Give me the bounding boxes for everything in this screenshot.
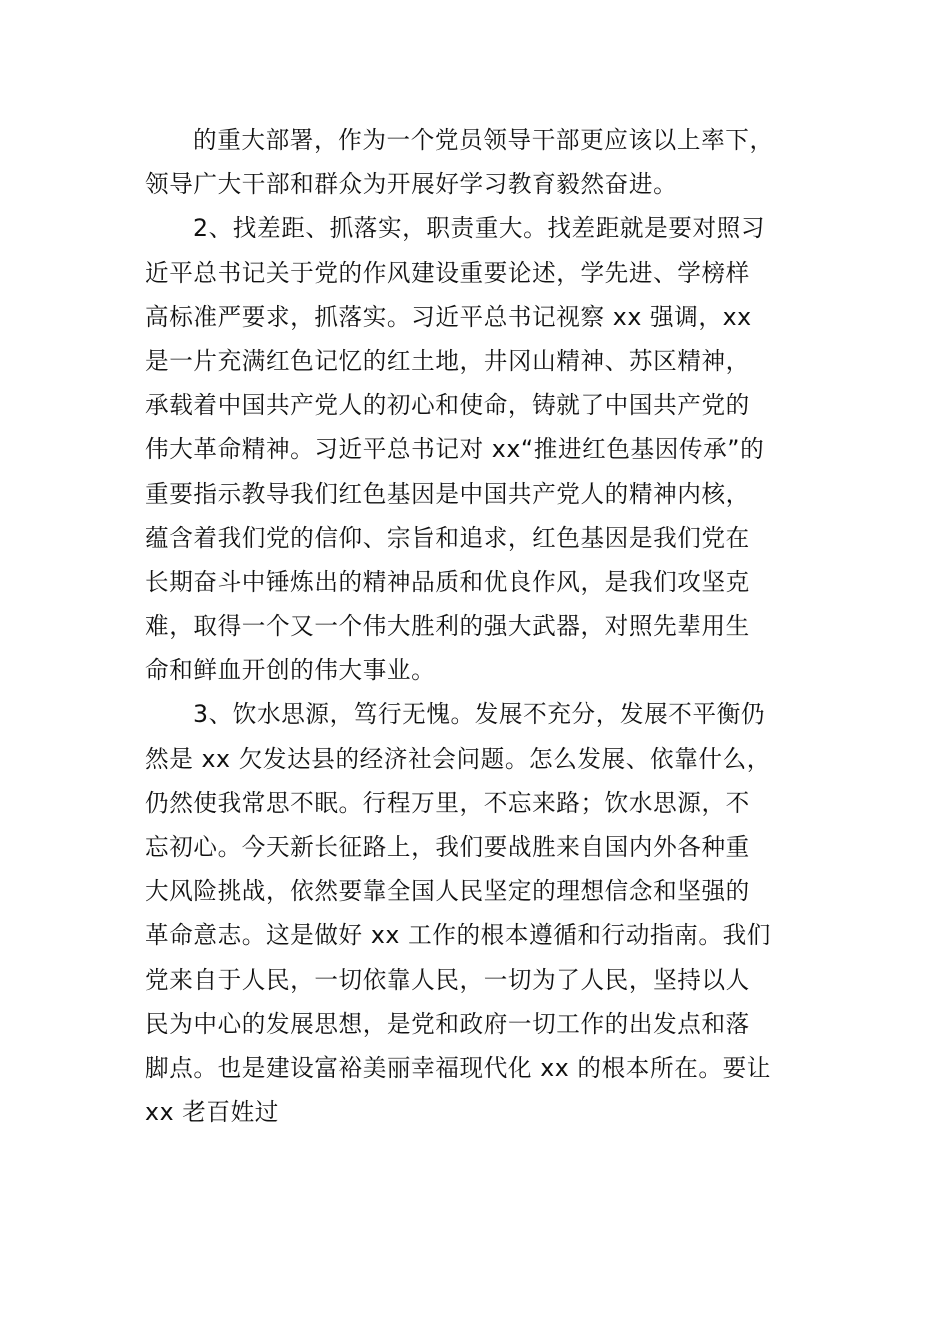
text-line: xx 老百姓过 — [145, 1098, 279, 1127]
text-line: 党来自于人民，一切依靠人民，一切为了人民，坚持以人 — [145, 965, 750, 994]
text-line: 大风险挑战，依然要靠全国人民坚定的理想信念和坚强的 — [145, 877, 750, 906]
text-line: 是一片充满红色记忆的红土地，井冈山精神、苏区精神， — [145, 346, 750, 375]
text-line: 革命意志。这是做好 xx 工作的根本遵循和行动指南。我们 — [145, 921, 771, 950]
paragraph-2-heading-line: 2、找差距、抓落实，职责重大。找差距就是要对照习 — [193, 214, 766, 243]
text-line: 承载着中国共产党人的初心和使命，铸就了中国共产党的 — [145, 391, 750, 420]
text-line: 蕴含着我们党的信仰、宗旨和追求，红色基因是我们党在 — [145, 523, 750, 552]
text-line: 的重大部署，作为一个党员领导干部更应该以上率下， — [193, 126, 774, 154]
text-line: 忘初心。今天新长征路上，我们要战胜来自国内外各种重 — [145, 833, 750, 861]
text-line: 然是 xx 欠发达县的经济社会问题。怎么发展、依靠什么， — [145, 744, 771, 773]
paragraph-3-heading-line: 3、饮水思源，笃行无愧。发展不充分，发展不平衡仍 — [193, 700, 766, 729]
text-line: 脚点。也是建设富裕美丽幸福现代化 xx 的根本所在。要让 — [145, 1053, 771, 1082]
text-line: 难，取得一个又一个伟大胜利的强大武器，对照先辈用生 — [145, 612, 750, 641]
text-line: 民为中心的发展思想，是党和政府一切工作的出发点和落 — [145, 1009, 750, 1038]
text-line: 伟大革命精神。习近平总书记对 xx“推进红色基因传承”的 — [145, 435, 765, 464]
text-line: 仍然使我常思不眠。行程万里，不忘来路；饮水思源，不 — [145, 788, 750, 817]
text-line: 高标准严要求，抓落实。习近平总书记视察 xx 强调，xx — [145, 302, 752, 331]
text-line: 领导广大干部和群众为开展好学习教育毅然奋进。 — [145, 170, 678, 199]
document-body — [145, 118, 810, 1134]
text-line: 近平总书记关于党的作风建设重要论述，学先进、学榜样 — [145, 258, 750, 287]
text-line: 长期奋斗中锤炼出的精神品质和优良作风，是我们攻坚克 — [145, 567, 750, 596]
text-line: 重要指示教导我们红色基因是中国共产党人的精神内核， — [145, 479, 750, 508]
text-line: 命和鲜血开创的伟大事业。 — [145, 656, 436, 685]
